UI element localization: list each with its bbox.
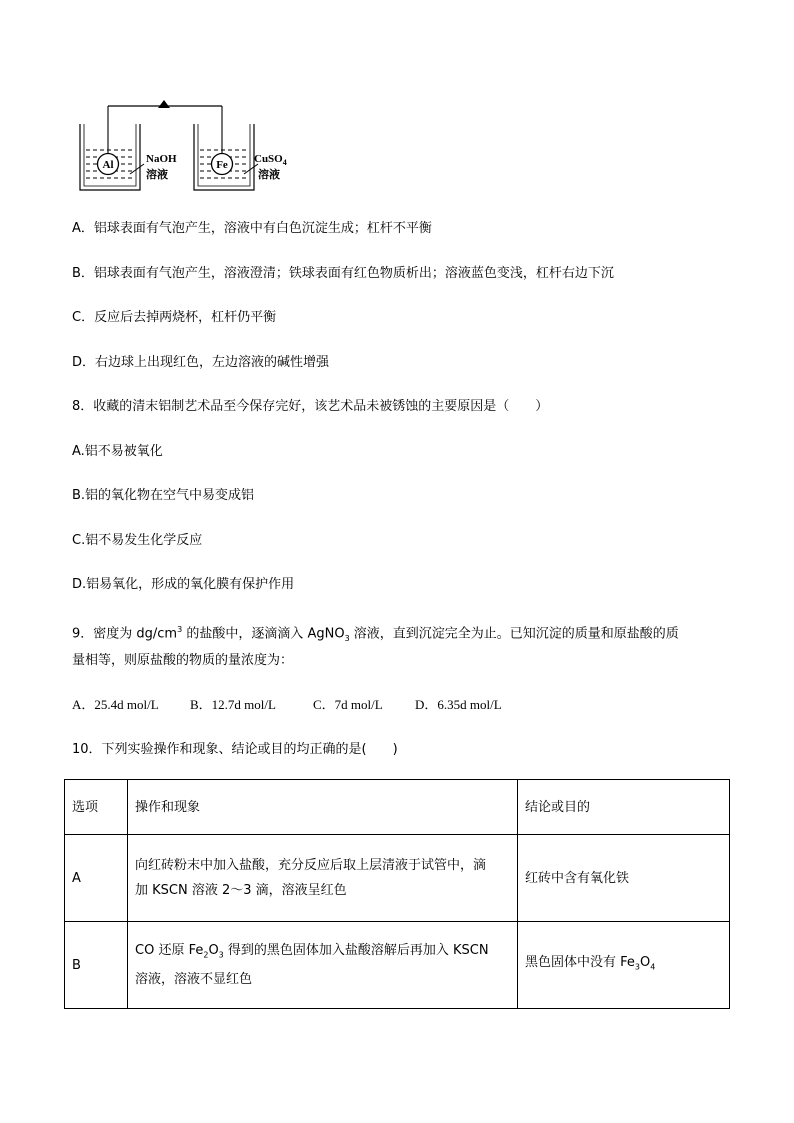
q9-stem-line2: 量相等，则原盐酸的物质的量浓度为：	[72, 653, 294, 668]
q9-option-b: B．12.7d mol/L	[190, 697, 276, 712]
q7-option-c: C．反应后去掉两烧杯，杠杆仍平衡	[72, 310, 277, 325]
q8-option-d: D.铝易氧化，形成的氧化膜有保护作用	[72, 577, 295, 592]
q9-option-d: D．6.35d mol/L	[415, 697, 502, 712]
naoh-solution-label: 溶液	[146, 168, 168, 181]
table-header-row	[65, 780, 730, 835]
q8-option-a: A.铝不易被氧化	[72, 444, 163, 459]
header-operation: 操作和现象	[128, 780, 518, 835]
q9-stem: 9．密度为 $dg/cm^3$ 的盐酸中，逐滴滴入 AgNO$_3$ 溶液，直到沉淀完全为止。已知沉淀的质量和原盐酸的质	[72, 625, 679, 643]
q9-options	[72, 696, 502, 715]
row-b-operation: CO 还原 $Fe_2O_3$ 得到的黑色固体加入盐酸溶解后再加入 KSCN 溶液，溶液不显红色	[128, 922, 518, 1009]
aluminum-ball-label: Al	[102, 159, 114, 171]
q9-option-a: A．25.4d mol/L	[72, 697, 159, 712]
header-conclusion: 结论或目的	[518, 780, 730, 835]
cuso4-label: CuSO$_4$	[254, 153, 287, 167]
row-b-conclusion: 黑色固体中没有 $Fe_3O_4$	[518, 922, 730, 1009]
table-row	[65, 922, 730, 1009]
cuso4-solution-label: 溶液	[258, 168, 280, 181]
q10-table	[64, 779, 730, 1009]
q10-stem: 10．下列实验操作和现象、结论或目的均正确的是( )	[72, 742, 398, 757]
q8-option-b: B.铝的氧化物在空气中易变成铝	[72, 488, 255, 503]
q8-option-c: C.铝不易发生化学反应	[72, 533, 203, 548]
q7-option-a: A．铝球表面有气泡产生，溶液中有白色沉淀生成；杠杆不平衡	[72, 221, 432, 236]
balance-beaker-figure	[72, 100, 312, 200]
header-option: 选项	[65, 780, 128, 835]
q7-option-d: D．右边球上出现红色，左边溶液的碱性增强	[72, 355, 330, 370]
q9-option-c: C．7d mol/L	[313, 697, 383, 712]
table-row	[65, 835, 730, 922]
q7-option-b: B．铝球表面有气泡产生，溶液澄清；铁球表面有红色物质析出；溶液蓝色变浅，杠杆右边下沉	[72, 266, 614, 281]
row-b-option: B	[65, 922, 128, 1009]
naoh-label: NaOH	[146, 153, 177, 165]
row-a-operation: 向红砖粉末中加入盐酸，充分反应后取上层清液于试管中，滴 加 KSCN 溶液 2～3 滴，溶液呈红色	[128, 835, 518, 922]
iron-ball-label: Fe	[216, 159, 228, 171]
row-a-option: A	[65, 835, 128, 922]
row-a-conclusion: 红砖中含有氧化铁	[518, 835, 730, 922]
q8-stem: 8．收藏的清末铝制艺术品至今保存完好，该艺术品未被锈蚀的主要原因是（ ）	[72, 399, 549, 414]
